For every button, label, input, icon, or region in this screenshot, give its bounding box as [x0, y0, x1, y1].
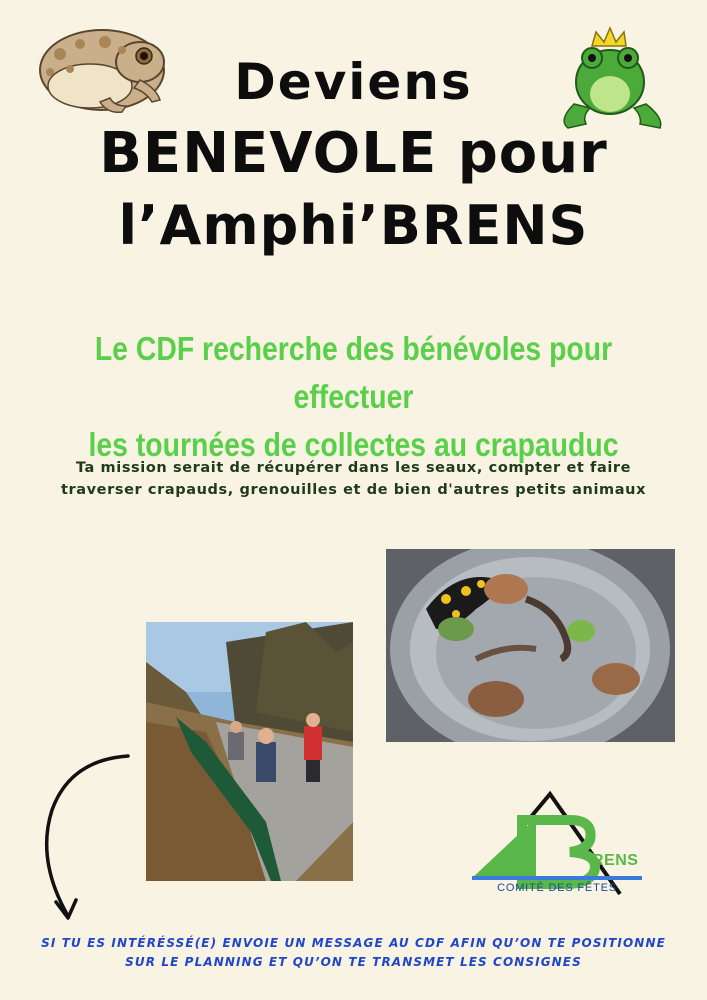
subtitle-line-1: Le CDF recherche des bénévoles pour effectuer [94, 330, 613, 415]
amphibians-bucket-photo [386, 549, 675, 742]
volunteers-photo [146, 622, 353, 881]
logo-tagline: COMITÉ DES FÊTES [497, 882, 617, 894]
logo-letters: RENS [592, 852, 639, 869]
curved-arrow-icon [30, 750, 140, 930]
title-line-2: BENEVOLE pour [99, 121, 608, 186]
subtitle-line-2: les tournées de collectes au crapauduc [88, 426, 619, 463]
title-line-1: Deviens [234, 53, 473, 111]
call-to-action [0, 934, 707, 972]
mission-line-2: traverser crapauds, grenouilles et de bien d'autres petits animaux [60, 482, 647, 498]
mission-text [0, 457, 707, 501]
mission-line-1: Ta mission serait de récupérer dans les seaux, compter et faire [75, 460, 632, 476]
subtitle [49, 325, 657, 469]
title-line-3: l’Amphi’BRENS [118, 194, 589, 257]
brens-logo [470, 790, 650, 900]
cta-line-1: SI TU ES INTÉRÉSSÉ(E) ENVOIE UN MESSAGE AU CDF AFIN QU’ON TE POSITIONNE [41, 936, 666, 950]
cta-line-2: SUR LE PLANNING ET QU’ON TE TRANSMET LES CONSIGNES [125, 955, 582, 969]
page-title [0, 46, 707, 262]
